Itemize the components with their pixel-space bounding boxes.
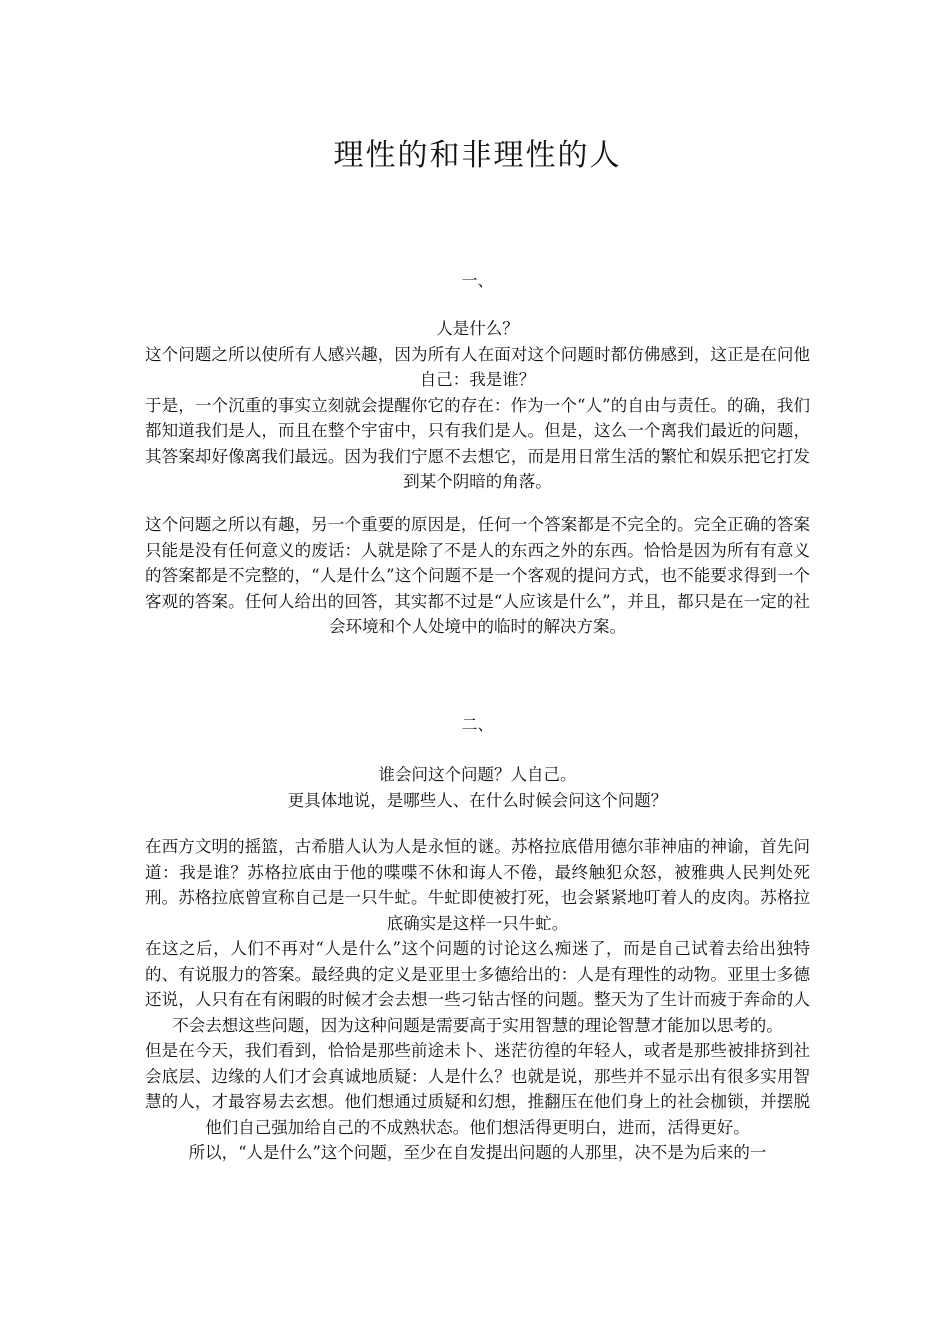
section-1-body (145, 512, 810, 640)
paragraph: 在这之后，人们不再对“人是什么”这个问题的讨论这么痴迷了，而是自己试着去给出独特的、有说服力的答案。最经典的定义是亚里士多德给出的：人是有理性的动物。亚里士多德还说，人只有在有闲暇的时候才会去想一些刁钻古怪的问题。整天为了生计而疲于奔命的人不会去想这些问题，因为这种问题是需要高于实用智慧的理论智慧才能加以思考的。 (145, 939, 810, 1035)
paragraph: 谁会问这个问题？人自己。 (378, 765, 577, 784)
paragraph: 人是什么？ (436, 319, 519, 338)
paragraph: 于是，一个沉重的事实立刻就会提醒你它的存在：作为一个“人”的自由与责任。的确，我们都知道我们是人，而且在整个宇宙中，只有我们是人。但是，这么一个离我们最近的问题，其答案却好像离我们最远。因为我们宁愿不去想它，而是用日常生活的繁忙和娱乐把它打发到某个阴暗的角落。 (145, 395, 810, 491)
section-heading-2: 二、 (461, 715, 494, 734)
section-heading-1: 一、 (461, 271, 494, 290)
section-2-intro (145, 762, 810, 813)
section-2-body (145, 834, 810, 1166)
paragraph: 所以，“人是什么”这个问题，至少在自发提出问题的人那里，决不是为后来的一 (188, 1143, 767, 1162)
paragraph: 这个问题之所以使所有人感兴趣，因为所有人在面对这个问题时都仿佛感到，这正是在问他自己：我是谁？ (145, 344, 810, 389)
page-title: 理性的和非理性的人 (333, 138, 622, 173)
paragraph: 更具体地说，是哪些人、在什么时候会问这个问题？ (287, 790, 668, 810)
paragraph: 这个问题之所以有趣，另一个重要的原因是，任何一个答案都是不完全的。完全正确的答案只能是没有任何意义的废话：人就是除了不是人的东西之外的东西。恰恰是因为所有有意义的答案都是不完整的，“人是什么”这个问题不是一个客观的提问方式，也不能要求得到一个客观的答案。任何人给出的回答，其实都不过是“人应该是什么”，并且，都只是在一定的社会环境和个人处境中的临时的解决方案。 (145, 515, 810, 636)
paragraph: 但是在今天，我们看到，恰恰是那些前途未卜、迷茫彷徨的年轻人，或者是那些被排挤到社会底层、边缘的人们才会真诚地质疑：人是什么？也就是说，那些并不显示出有很多实用智慧的人，才最容易去玄想。他们想通过质疑和幻想，推翻压在他们身上的社会枷锁，并摆脱他们自己强加给自己的不成熟状态。他们想活得更明白，进而，活得更好。 (145, 1041, 810, 1137)
section-1-intro (145, 316, 810, 495)
paragraph: 在西方文明的摇篮，古希腊人认为人是永恒的谜。苏格拉底借用德尔菲神庙的神谕，首先问道：我是谁？苏格拉底由于他的喋喋不休和诲人不倦，最终触犯众怒，被雅典人民判处死刑。苏格拉底曾宣称自己是一只牛虻。牛虻即使被打死，也会紧紧地叮着人的皮肉。苏格拉底确实是这样一只牛虻。 (145, 837, 810, 933)
